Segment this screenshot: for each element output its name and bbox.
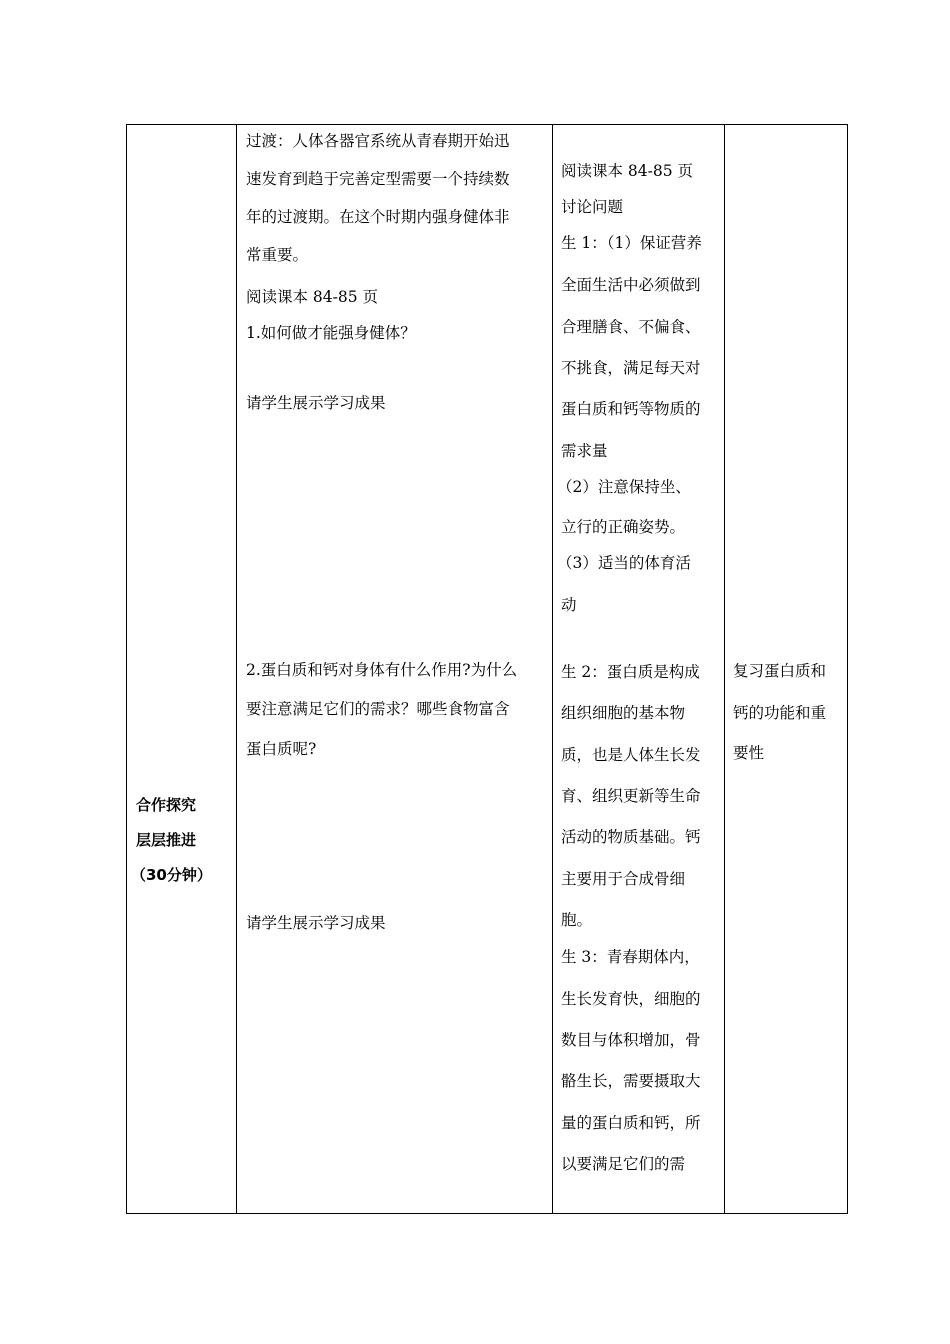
student-text-line: 立行的正确姿势。 <box>561 518 686 536</box>
teacher-text-line: 年的过渡期。在这个时期内强身健体非 <box>246 208 510 226</box>
teacher-text-line: 阅读课本 84-85 页 <box>246 288 379 306</box>
student-text-line: 阅读课本 84-85 页 <box>561 162 694 180</box>
student-text-line: 骼生长，需要摄取大 <box>561 1072 701 1090</box>
intent-text-line: 复习蛋白质和 <box>733 662 827 680</box>
student-text-line: 动 <box>561 596 577 614</box>
student-text-line: 生 2：蛋白质是构成 <box>561 663 700 681</box>
student-text-line: 胞。 <box>561 911 593 929</box>
stage-title-line: 层层推进 <box>136 831 197 849</box>
student-text-line: （3）适当的体育活 <box>557 554 691 572</box>
teacher-question: 2.蛋白质和钙对身体有什么作用?为什么 <box>246 661 518 679</box>
design-intent-cell <box>725 125 847 1213</box>
teacher-prompt: 请学生展示学习成果 <box>246 394 386 412</box>
student-activity-cell <box>553 125 724 1213</box>
intent-text-line: 钙的功能和重 <box>733 704 827 722</box>
teacher-text-line: 常重要。 <box>246 246 309 264</box>
student-text-line: 组织细胞的基本物 <box>561 704 686 722</box>
student-text-line: 全面生活中必须做到 <box>561 276 701 294</box>
student-text-line: 活动的物质基础。钙 <box>561 828 701 846</box>
lesson-plan-table <box>126 124 848 1214</box>
student-text-line: 需求量 <box>561 442 608 460</box>
student-text-line: 生 3：青春期体内， <box>561 948 700 966</box>
student-text-line: 主要用于合成骨细 <box>561 870 686 888</box>
student-text-line: 不挑食，满足每天对 <box>561 359 701 377</box>
student-text-line: （2）注意保持坐、 <box>557 478 691 496</box>
teacher-text-line: 过渡：人体各器官系统从青春期开始迅 <box>246 132 510 150</box>
stage-duration: （30分钟） <box>131 866 212 884</box>
student-text-line: 质，也是人体生长发 <box>561 746 701 764</box>
student-text-line: 以要满足它们的需 <box>561 1155 686 1173</box>
student-text-line: 生长发育快，细胞的 <box>561 990 701 1008</box>
student-text-line: 育、组织更新等生命 <box>561 787 701 805</box>
student-text-line: 生 1：（1）保证营养 <box>561 234 702 252</box>
teacher-text-line: 要注意满足它们的需求？哪些食物富含 <box>246 700 510 718</box>
intent-text-line: 要性 <box>733 744 765 762</box>
student-text-line: 量的蛋白质和钙，所 <box>561 1114 701 1132</box>
teacher-question: 1.如何做才能强身健体？ <box>246 324 416 342</box>
teacher-text-line: 蛋白质呢? <box>246 740 317 758</box>
student-text-line: 讨论问题 <box>561 198 624 216</box>
teacher-text-line: 速发育到趋于完善定型需要一个持续数 <box>246 170 510 188</box>
stage-title-line: 合作探究 <box>136 796 197 814</box>
student-text-line: 数目与体积增加，骨 <box>561 1031 701 1049</box>
teacher-prompt: 请学生展示学习成果 <box>246 914 386 932</box>
teacher-activity-cell <box>237 125 552 1213</box>
student-text-line: 蛋白质和钙等物质的 <box>561 400 701 418</box>
stage-cell <box>127 125 236 1213</box>
student-text-line: 合理膳食、不偏食、 <box>561 318 701 336</box>
